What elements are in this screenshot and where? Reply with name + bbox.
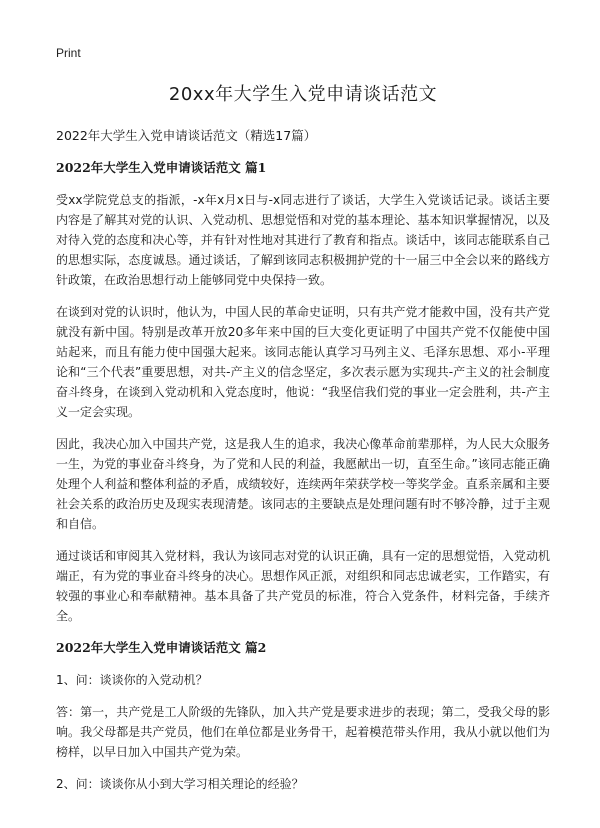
- section-heading: 2022年大学生入党申请谈话范文 篇2: [56, 640, 267, 655]
- paragraph: 通过谈话和审阅其入党材料，我认为该同志对党的认识正确，具有一定的思想觉悟，入党动机端正，有为党的事业奋斗终身的决心。思想作风正派，对组织和同志忠诚老实，工作踏实，有较强的事业心和奉献精神。基本具备了共产党员的标准，符合入党条件，材料完备，手续齐全。: [56, 549, 550, 623]
- section-heading: 2022年大学生入党申请谈话范文 篇1: [56, 160, 267, 175]
- paragraph: 因此，我决心加入中国共产党，这是我人生的追求，我决心像革命前辈那样，为人民大众服务一生，为党的事业奋斗终身，为了党和人民的利益，我愿献出一切，直至生命。”该同志能正确处理个人利益和整体利益的矛盾，成绩较好，连续两年荣获学校一等奖学金。直系亲属和主要社会关系的政治历史及现实表现清楚。该同志的主要缺点是处理问题有时不够冷静，过于主观和自信。: [56, 437, 550, 531]
- document-subtitle: 2022年大学生入党申请谈话范文（精选17篇）: [56, 128, 317, 143]
- paragraph: 受xx学院党总支的指派，-x年x月x日与-x同志进行了谈话，大学生入党谈话记录。谈话主要内容是了解其对党的认识、入党动机、思想觉悟和对党的基本理论、基本知识掌握情况，以及对待入党的态度和决心等，并有针对性地对其进行了教育和指点。谈话中，该同志能联系自己的思想实际，态度诚恳。通过谈话，了解到该同志积极拥护党的十一届三中全会以来的路线方针政策，在政治思想行动上能够同党中央保持一致。: [56, 193, 550, 287]
- print-link[interactable]: Print: [56, 46, 81, 60]
- document-title: 20xx年大学生入党申请谈话范文: [168, 84, 438, 105]
- paragraph: 答：第一，共产党是工人阶级的先锋队，加入共产党是要求进步的表现；第二，受我父母的影响。我父母都是共产党员，他们在单位都是业务骨干，起着模范带头作用，我从小就以他们为榜样，以早日加入中国共产党为荣。: [56, 705, 550, 759]
- paragraph: 1、问：谈谈你的入党动机？: [56, 673, 208, 687]
- paragraph: 2、问：谈谈你从小到大学习相关理论的经验？: [56, 777, 304, 791]
- document-body: [56, 80, 550, 806]
- paragraph: 在谈到对党的认识时，他认为，中国人民的革命史证明，只有共产党才能救中国，没有共产党就没有新中国。特别是改革开放20多年来中国的巨大变化更证明了中国共产党不仅能使中国站起来，而且有能力使中国强大起来。该同志能认真学习马列主义、毛泽东思想、邓小-平理论和“三个代表”重要思想，对共-产主义的信念坚定，多次表示愿为实现共-产主义的社会制度奋斗终身，在谈到入党动机和入党态度时，他说：“我坚信我们党的事业一定会胜利，共-产主义一定会实现。: [56, 305, 550, 419]
